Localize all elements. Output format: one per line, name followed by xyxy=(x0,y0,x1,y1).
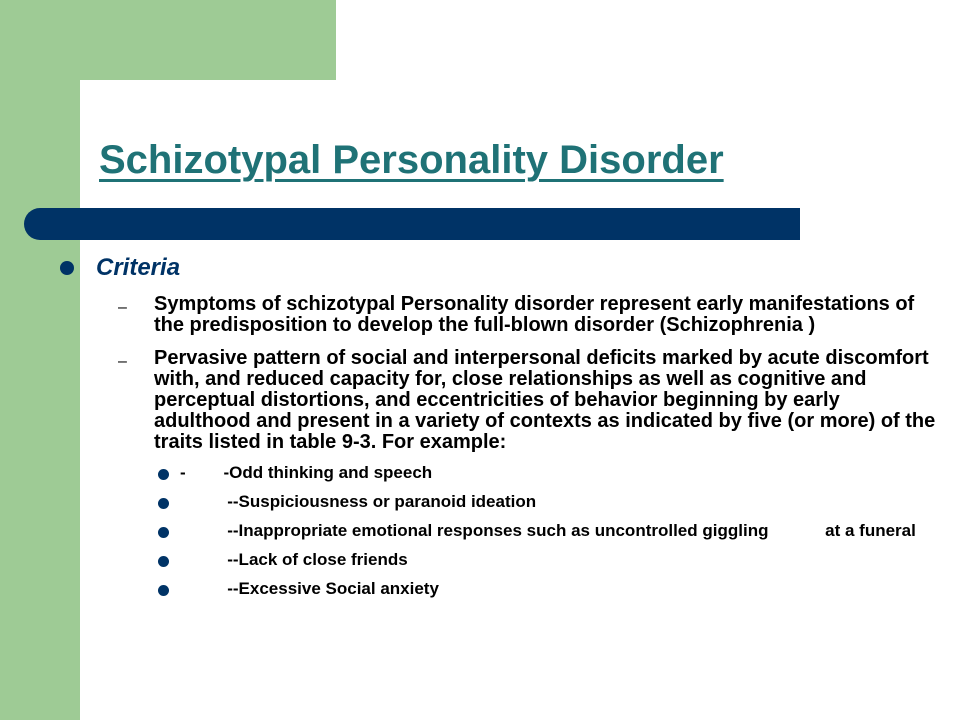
example-item xyxy=(158,550,940,569)
bullet-dot-icon xyxy=(158,498,169,509)
example-text: --Excessive Social anxiety xyxy=(180,579,439,598)
bullet-dot-icon xyxy=(158,527,169,538)
dash-icon: – xyxy=(118,353,127,370)
slide-title: Schizotypal Personality Disorder xyxy=(99,138,724,182)
example-item xyxy=(158,492,940,511)
example-item xyxy=(158,463,940,482)
bullet-dot-icon xyxy=(158,469,169,480)
bullet-criteria xyxy=(60,254,940,282)
example-text: --Lack of close friends xyxy=(180,550,408,569)
example-item xyxy=(158,579,940,598)
title-underline-bar xyxy=(24,208,800,240)
sub-point xyxy=(60,294,940,336)
sub-point-text: Symptoms of schizotypal Personality disorder represent early manifestations of the predisposition to develop the full-blown disorder (Schizophrenia ) xyxy=(154,293,915,336)
dash-icon: – xyxy=(118,299,127,316)
sub-point-text: Pervasive pattern of social and interpersonal deficits marked by acute discomfort with, and reduced capacity for, close relationships as well as cognitive and perceptual distortions, and eccentricities of behavior beginning by early adulthood and present in a variety of contexts as indicated by five (or more) of the traits listed in table 9-3. For example: xyxy=(154,347,936,453)
example-text: --Inappropriate emotional responses such as uncontrolled giggling at a funeral xyxy=(180,521,916,540)
bullet-dot-icon xyxy=(60,261,74,275)
bullet-dot-icon xyxy=(158,556,169,567)
criteria-heading: Criteria xyxy=(96,254,181,281)
bullet-dot-icon xyxy=(158,585,169,596)
slide-content xyxy=(60,254,940,598)
example-text: - -Odd thinking and speech xyxy=(180,463,433,482)
example-item xyxy=(158,521,940,540)
sub-point xyxy=(60,348,940,453)
example-text: --Suspiciousness or paranoid ideation xyxy=(180,492,537,511)
